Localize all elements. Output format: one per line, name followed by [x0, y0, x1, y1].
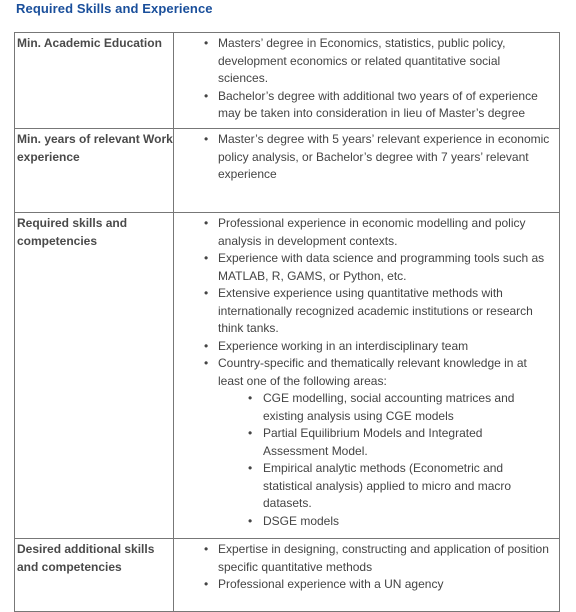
- table-row: [15, 129, 560, 213]
- sub-list-item: • Empirical analytic methods (Econometric and statistical analysis) applied to micro and macro datasets.: [263, 460, 551, 513]
- row-label-required-skills: Required skills and competencies: [15, 213, 174, 539]
- sub-list-item: • CGE modelling, social accounting matrices and existing analysis using CGE models: [263, 390, 551, 425]
- row-label-desired-skills: Desired additional skills and competencies: [15, 539, 174, 612]
- row-label-academic-education: Min. Academic Education: [15, 33, 174, 129]
- list-item: • Bachelor’s degree with additional two years of of experience may be taken into consideration in lieu of Master’s degree: [218, 88, 559, 123]
- row-content-desired-skills: [174, 539, 560, 612]
- row-content-academic-education: [174, 33, 560, 129]
- skills-table: [14, 32, 560, 612]
- sub-bullet-list: [218, 390, 551, 530]
- table-row: [15, 33, 560, 129]
- bullet-list: [174, 215, 559, 530]
- list-item: • Master’s degree with 5 years’ relevant experience in economic policy analysis, or Bachelor’s degree with 7 years’ relevant experience: [218, 131, 559, 184]
- table-row: [15, 213, 560, 539]
- table-row: [15, 539, 560, 612]
- bullet-list: [174, 541, 559, 594]
- list-item: • Expertise in designing, constructing and application of position specific quantitative methods: [218, 541, 559, 576]
- list-item: • Experience working in an interdisciplinary team: [218, 338, 559, 356]
- row-label-work-experience: Min. years of relevant Work experience: [15, 129, 174, 213]
- bullet-list: [174, 35, 559, 123]
- sub-list-item: • Partial Equilibrium Models and Integrated Assessment Model.: [263, 425, 551, 460]
- row-content-required-skills: [174, 213, 560, 539]
- list-item: • Masters’ degree in Economics, statistics, public policy, development economics or related quantitative social sciences.: [218, 35, 559, 88]
- sub-list-item: • DSGE models: [263, 513, 551, 531]
- list-item-text: Country-specific and thematically relevant knowledge in at least one of the following areas:: [218, 356, 527, 388]
- list-item: • Extensive experience using quantitative methods with internationally recognized academic institutions or research think tanks.: [218, 285, 559, 338]
- bullet-list: [174, 131, 559, 184]
- list-item: • Professional experience with a UN agency: [218, 576, 559, 594]
- row-content-work-experience: [174, 129, 560, 213]
- list-item: [218, 355, 559, 530]
- section-title: Required Skills and Experience: [16, 1, 213, 16]
- list-item: • Experience with data science and programming tools such as MATLAB, R, GAMS, or Python, etc.: [218, 250, 559, 285]
- list-item: • Professional experience in economic modelling and policy analysis in development contexts.: [218, 215, 559, 250]
